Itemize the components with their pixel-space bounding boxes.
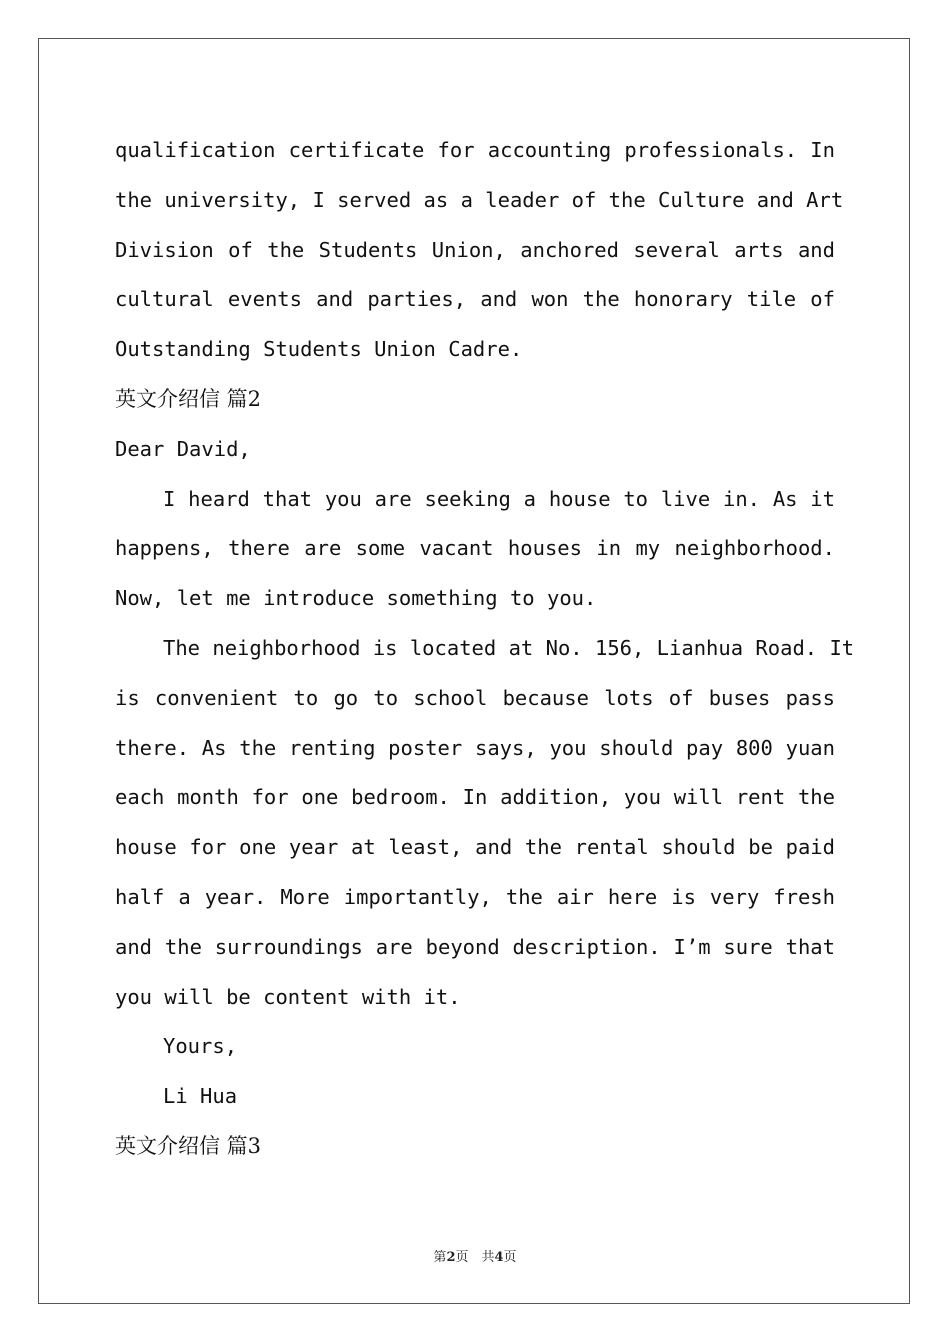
paragraph-line: the university, I served as a leader of the Culture and Art bbox=[115, 187, 844, 212]
paragraph-line: each month for one bedroom. In addition, you will rent the bbox=[115, 785, 835, 810]
page-number-footer bbox=[0, 1246, 950, 1265]
letter-salutation: Dear David, bbox=[115, 436, 251, 461]
section-heading: 英文介绍信 篇3 bbox=[115, 1133, 262, 1158]
paragraph-line: half a year. More importantly, the air here is very fresh bbox=[115, 884, 835, 909]
paragraph-line: Now, let me introduce something to you. bbox=[115, 586, 597, 611]
paragraph-line: cultural events and parties, and won the honorary tile of bbox=[115, 287, 835, 312]
letter-signature: Li Hua bbox=[163, 1084, 238, 1109]
paragraph-line: qualification certificate for accounting professionals. In bbox=[115, 138, 835, 162]
paragraph-line: you will be content with it. bbox=[115, 984, 461, 1009]
footer-middle: 页 共 bbox=[455, 1250, 495, 1265]
footer-prefix: 第 bbox=[433, 1250, 447, 1265]
paragraph-line: is convenient to go to school because lots of buses pass bbox=[115, 685, 835, 710]
section-heading: 英文介绍信 篇2 bbox=[115, 386, 262, 411]
document-body bbox=[115, 126, 855, 1172]
paragraph-line: Outstanding Students Union Cadre. bbox=[115, 337, 523, 362]
paragraph-line: there. As the renting poster says, you should pay 800 yuan bbox=[115, 735, 835, 760]
paragraph-line: The neighborhood is located at No. 156, Lianhua Road. It bbox=[163, 635, 855, 660]
paragraph-line: Division of the Students Union, anchored several arts and bbox=[115, 237, 835, 262]
paragraph-line: and the surroundings are beyond description. I’m sure that bbox=[115, 934, 835, 959]
footer-suffix: 页 bbox=[503, 1250, 517, 1265]
paragraph-line: happens, there are some vacant houses in my neighborhood. bbox=[115, 536, 835, 561]
paragraph-line: I heard that you are seeking a house to live in. As it bbox=[163, 486, 835, 511]
total-page-number: 4 bbox=[494, 1250, 504, 1265]
letter-closing: Yours, bbox=[163, 1034, 238, 1059]
current-page-number: 2 bbox=[446, 1250, 456, 1265]
paragraph-line: house for one year at least, and the rental should be paid bbox=[115, 835, 835, 860]
